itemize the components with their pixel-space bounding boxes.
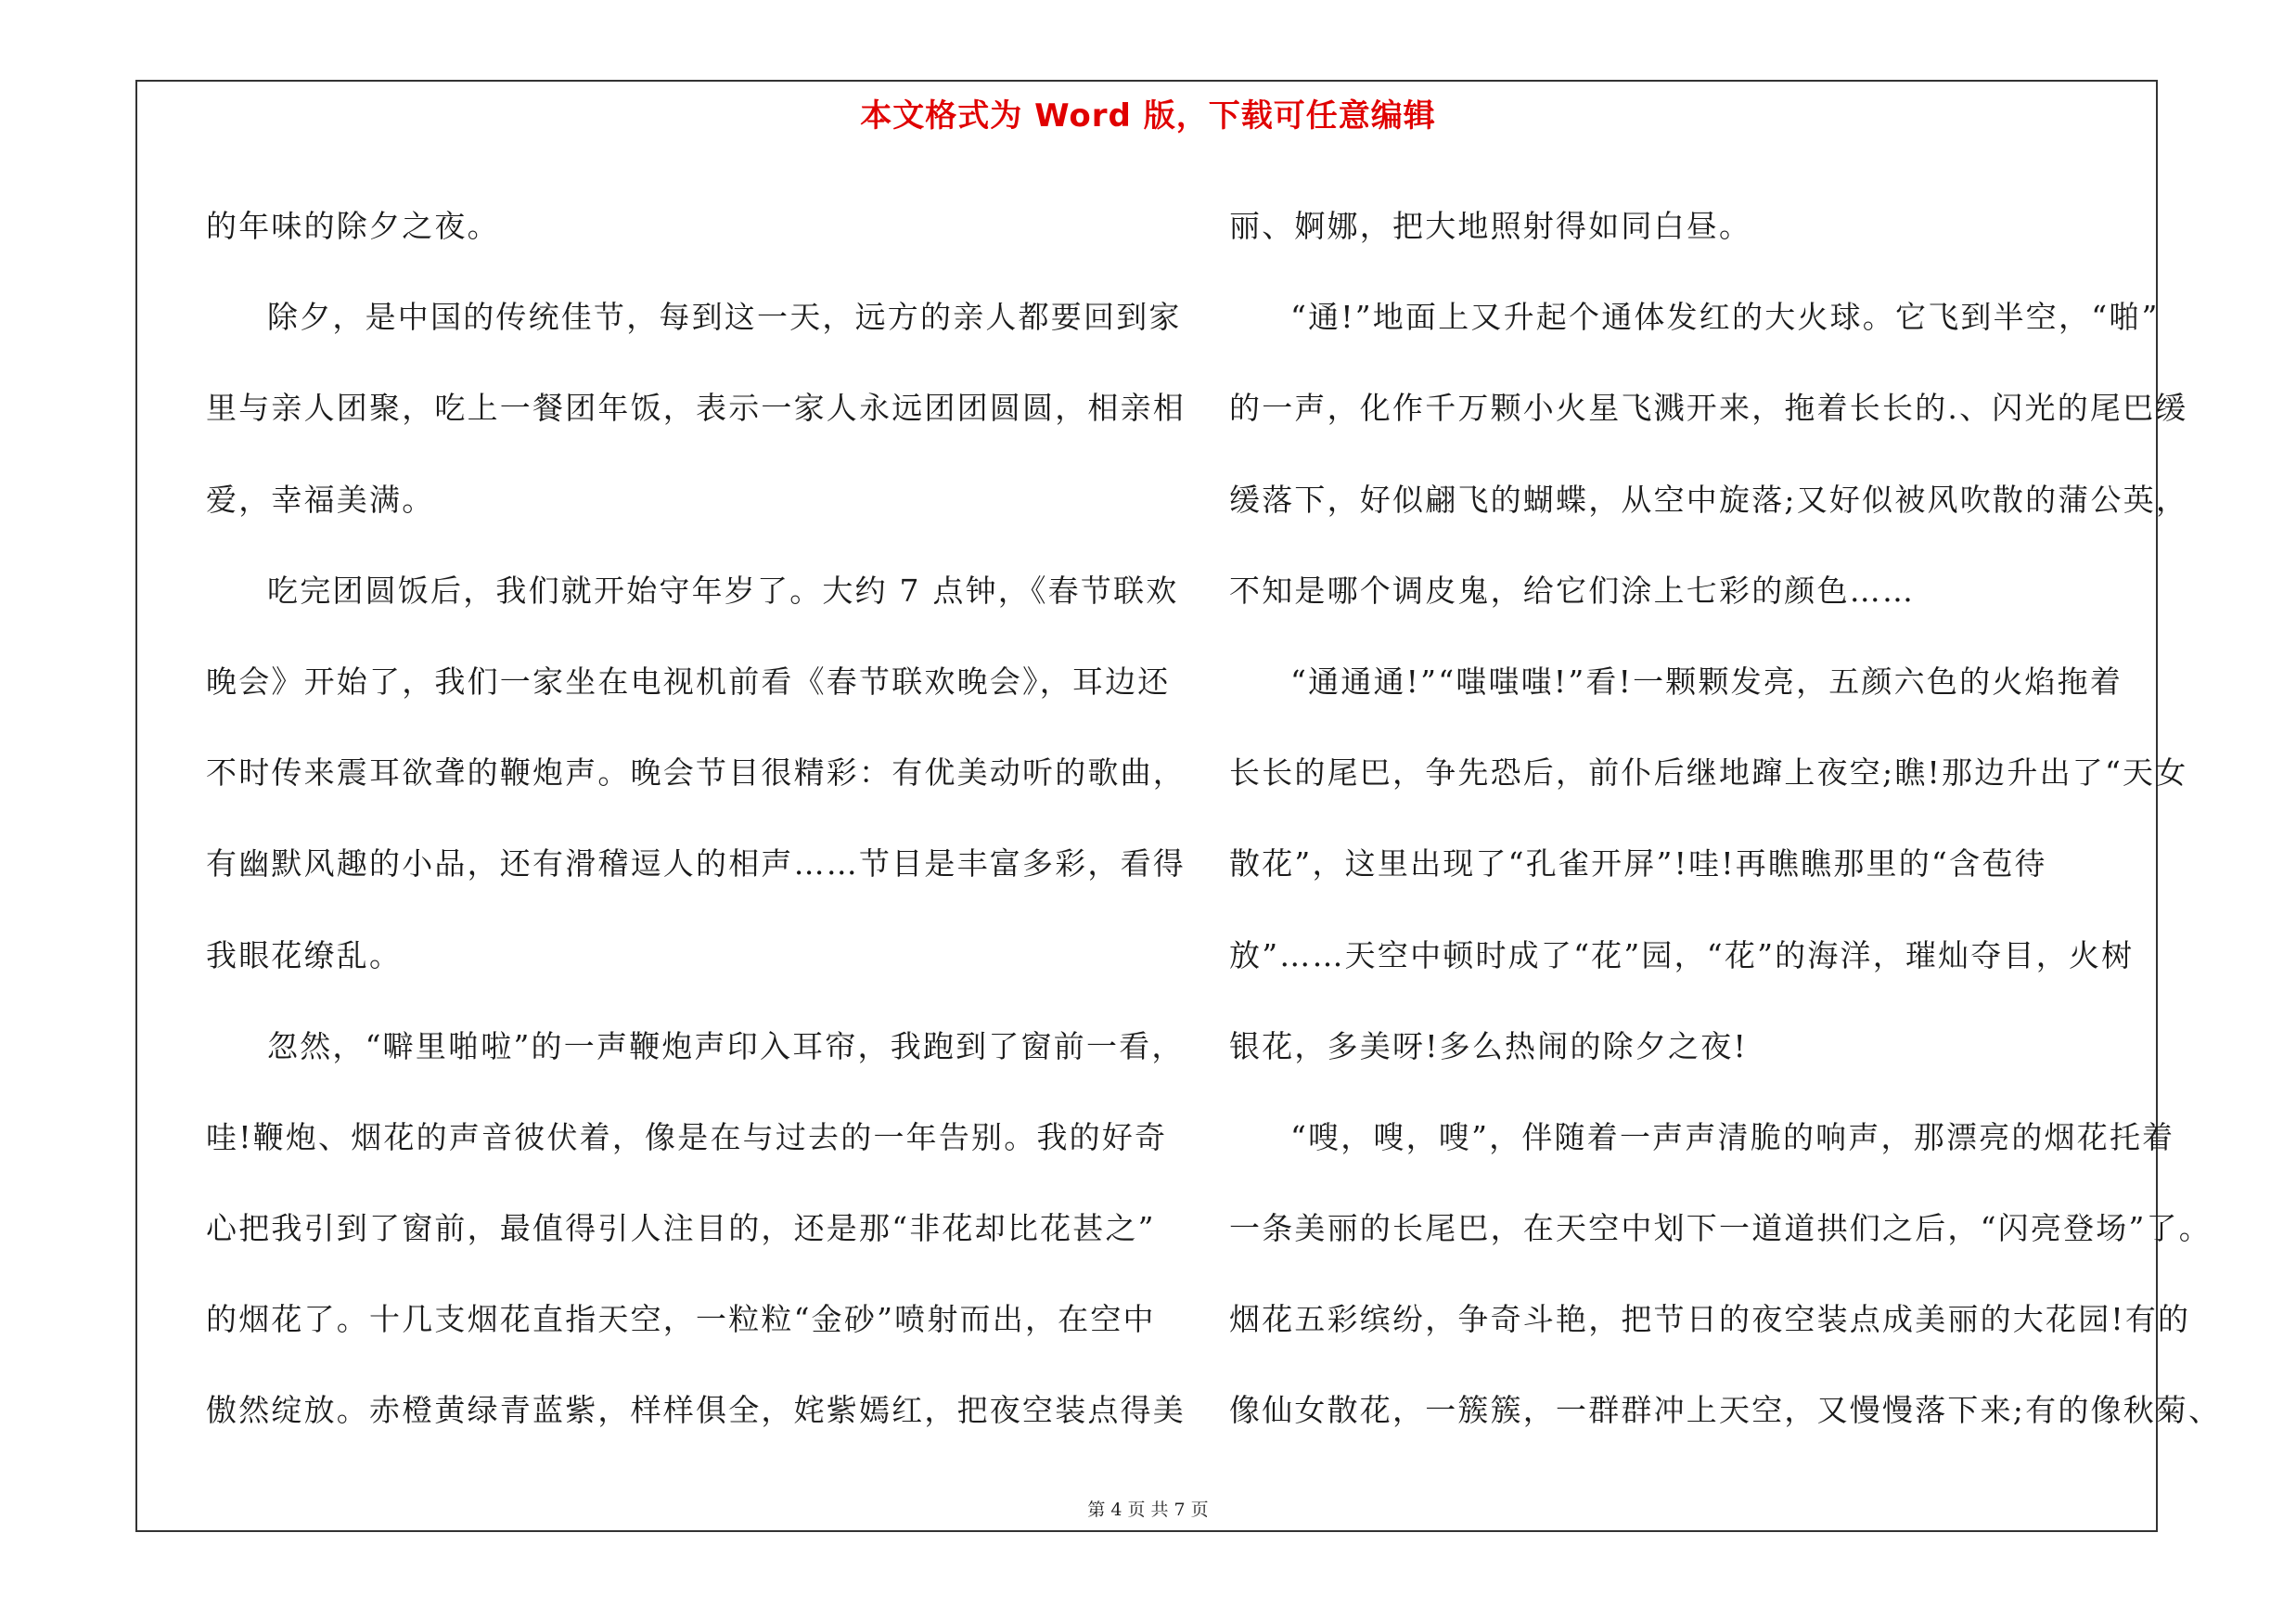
text-line: “通通通!”“嗤嗤嗤!”看!一颗颗发亮，五颜六色的火焰拖着 bbox=[1290, 663, 2123, 700]
text-line: 里与亲人团聚，吃上一餐团年饭，表示一家人永远团团圆圆，相亲相 bbox=[206, 390, 1186, 427]
page-number: 第 4 页 共 7 页 bbox=[1087, 1500, 1209, 1520]
text-line: 银花，多美呀!多么热闹的除夕之夜! bbox=[1229, 1027, 1748, 1064]
header-banner: 本文格式为 Word 版，下载可任意编辑 bbox=[860, 97, 1436, 135]
text-line: 不时传来震耳欲聋的鞭炮声。晚会节目很精彩：有优美动听的歌曲， bbox=[206, 754, 1186, 792]
text-line: 我眼花缭乱。 bbox=[206, 936, 403, 973]
text-line: 晚会》开始了，我们一家坐在电视机前看《春节联欢晚会》，耳边还 bbox=[206, 663, 1171, 700]
text-line: 的年味的除夕之夜。 bbox=[206, 208, 500, 244]
text-line: 爱，幸福美满。 bbox=[206, 481, 435, 518]
text-line: 放”……天空中顿时成了“花”园，“花”的海洋，璀灿夺目，火树 bbox=[1229, 936, 2135, 973]
text-line: 吃完团圆饭后，我们就开始守年岁了。大约 7 点钟，《春节联欢 bbox=[267, 572, 1179, 609]
text-line: 心把我引到了窗前，最值得引人注目的，还是那“非花却比花甚之” bbox=[206, 1210, 1156, 1247]
text-line: 有幽默风趣的小品，还有滑稽逗人的相声……节目是丰富多彩，看得 bbox=[206, 845, 1186, 882]
text-line: 傲然绽放。赤橙黄绿青蓝紫，样样俱全，姹紫嫣红，把夜空装点得美 bbox=[206, 1392, 1186, 1429]
text-line: 哇!鞭炮、烟花的声音彼伏着，像是在与过去的一年告别。我的好奇 bbox=[206, 1118, 1168, 1155]
text-line: 忽然，“噼里啪啦”的一声鞭炮声印入耳帘，我跑到了窗前一看， bbox=[267, 1027, 1185, 1064]
text-line: 的烟花了。十几支烟花直指天空，一粒粒“金砂”喷射而出，在空中 bbox=[206, 1301, 1156, 1338]
text-line: 的一声，化作千万颗小火星飞溅开来，拖着长长的.、闪光的尾巴缓 bbox=[1229, 390, 2188, 427]
text-line: “嗖，嗖，嗖”，伴随着一声声清脆的响声，那漂亮的烟花托着 bbox=[1290, 1118, 2175, 1155]
text-line: 一条美丽的长尾巴，在天空中划下一道道拱们之后，“闪亮登场”了。 bbox=[1229, 1210, 2212, 1247]
text-line: 除夕，是中国的传统佳节，每到这一天，远方的亲人都要回到家 bbox=[267, 299, 1182, 336]
text-line: 像仙女散花，一簇簇，一群群冲上天空，又慢慢落下来;有的像秋菊、 bbox=[1229, 1392, 2222, 1429]
text-line: 不知是哪个调皮鬼，给它们涂上七彩的颜色…… bbox=[1229, 572, 1916, 609]
left-column bbox=[206, 181, 1186, 1457]
text-line: 长长的尾巴，争先恐后，前仆后继地蹿上夜空;瞧!那边升出了“天女 bbox=[1229, 754, 2188, 792]
text-line: 烟花五彩缤纷，争奇斗艳，把节日的夜空装点成美丽的大花园!有的 bbox=[1229, 1301, 2191, 1338]
text-line: “通!”地面上又升起个通体发红的大火球。它飞到半空，“啪” bbox=[1290, 299, 2160, 336]
text-line: 散花”，这里出现了“孔雀开屏”!哇!再瞧瞧那里的“含苞待 bbox=[1229, 845, 2047, 882]
text-line: 丽、婀娜，把大地照射得如同白昼。 bbox=[1229, 208, 1752, 244]
right-column bbox=[1229, 181, 2222, 1457]
text-line: 缓落下，好似翩飞的蝴蝶，从空中旋落;又好似被风吹散的蒲公英， bbox=[1229, 481, 2189, 518]
